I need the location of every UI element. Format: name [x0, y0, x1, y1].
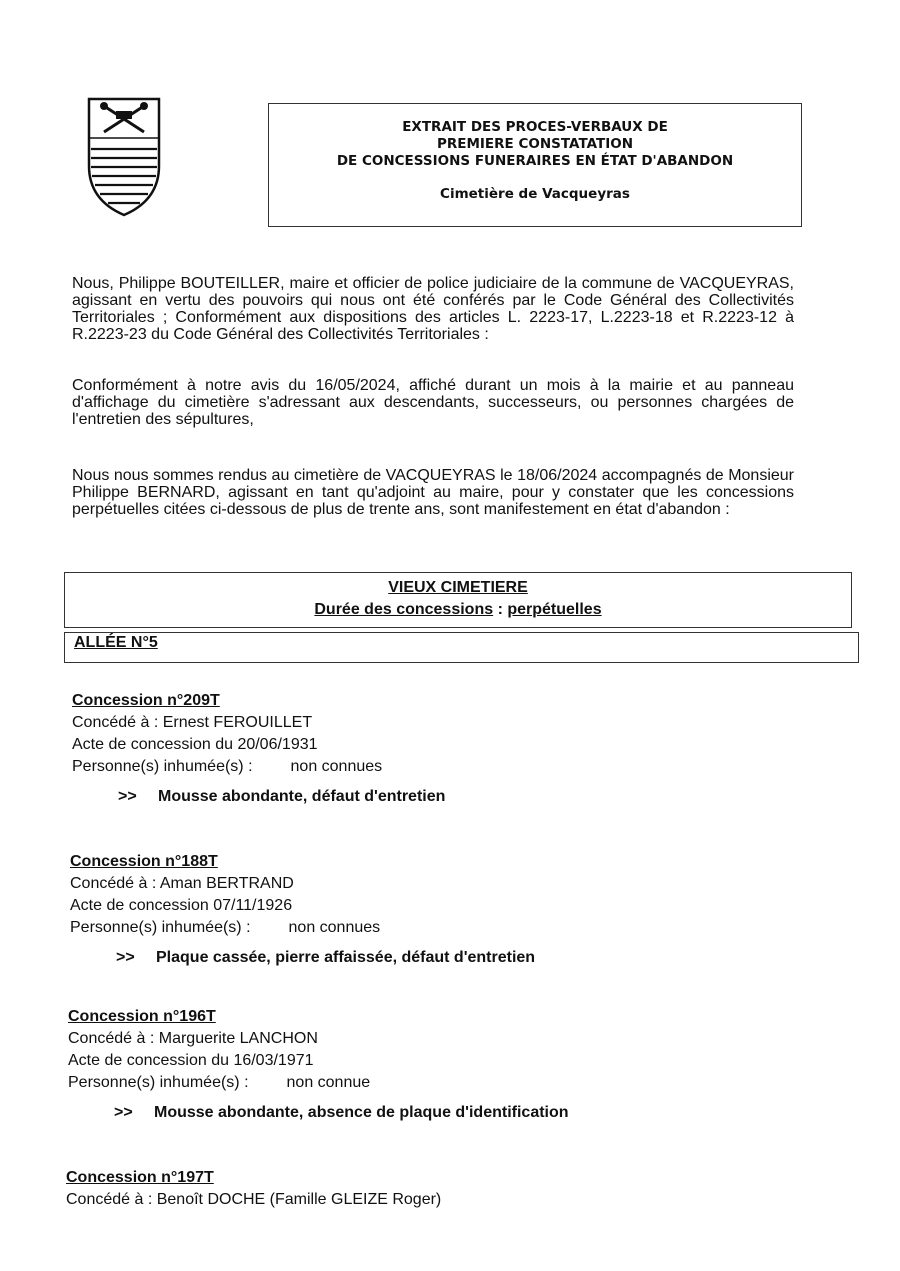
- concession-holder: Benoît DOCHE (Famille GLEIZE Roger): [156, 1191, 442, 1208]
- concession-holder: Marguerite LANCHON: [158, 1030, 318, 1047]
- concession-title: Concession n°209T: [72, 692, 220, 709]
- concession-act: Acte de concession du 20/06/1931: [72, 736, 318, 753]
- concession-act: Acte de concession 07/11/1926: [70, 897, 293, 914]
- concession-title: Concession n°196T: [68, 1008, 216, 1025]
- concession-entry: [68, 1006, 569, 1124]
- coat-of-arms-icon: [86, 96, 162, 218]
- concession-buried-row: [72, 756, 445, 778]
- intro-paragraph-1: Nous, Philippe BOUTEILLER, maire et officier de police judiciaire de la commune de VACQUEYRAS, agissant en vertu des pouvoirs qui nous ont été conférés par le Code Général des Collectivités Territoriales ; Conformément aux dispositions des articles L. 2223-17, L.2223-18 et R.2223-12 à R.2223-23 du Code Général des Collectivités Territoriales :: [72, 275, 794, 343]
- duration-value: perpétuelles: [507, 601, 602, 618]
- concede-label: Concédé à :: [70, 875, 160, 892]
- concession-entry: [66, 1167, 441, 1211]
- section-name: VIEUX CIMETIERE: [388, 579, 528, 596]
- concession-holder: Aman BERTRAND: [159, 875, 294, 892]
- arrow-marker: >>: [118, 788, 137, 805]
- buried-label: Personne(s) inhumée(s) :: [72, 758, 253, 775]
- concession-entry: [70, 851, 535, 969]
- concession-holder-row: [70, 873, 535, 895]
- concession-holder-row: [68, 1028, 569, 1050]
- concession-observation: Mousse abondante, absence de plaque d'identification: [154, 1104, 569, 1121]
- concession-observation: Plaque cassée, pierre affaissée, défaut d'entretien: [156, 949, 536, 966]
- arrow-marker: >>: [116, 949, 135, 966]
- intro-paragraph-3: Nous nous sommes rendus au cimetière de VACQUEYRAS le 18/06/2024 accompagnés de Monsieur Philippe BERNARD, agissant en tant qu'adjoint au maire, pour y constater que les concessions perpétuelles citées ci-dessous de plus de trente ans, sont manifestement en état d'abandon :: [72, 467, 794, 518]
- duration-separator: :: [493, 601, 508, 618]
- title-line-2: PREMIERE CONSTATATION: [436, 136, 634, 152]
- title-line-1: EXTRAIT DES PROCES-VERBAUX DE: [402, 119, 668, 135]
- cemetery-name: Cimetière de Vacqueyras: [440, 186, 630, 202]
- concede-label: Concédé à :: [72, 714, 163, 731]
- intro-paragraph-2: Conformément à notre avis du 16/05/2024, affiché durant un mois à la mairie et au panneau d'affichage du cimetière s'adressant aux descendants, successeurs, ou personnes chargées de l'entretien des sépultures,: [72, 377, 794, 428]
- concession-holder: Ernest FEROUILLET: [162, 714, 313, 731]
- concession-buried: non connues: [290, 758, 383, 775]
- duration-label: Durée des concessions: [314, 601, 494, 618]
- title-line-3: DE CONCESSIONS FUNERAIRES EN ÉTAT D'ABANDON: [336, 153, 734, 169]
- concession-buried-row: [70, 917, 535, 939]
- concession-observation-row: [118, 786, 445, 808]
- concession-act: Acte de concession du 16/03/1971: [68, 1052, 314, 1069]
- concession-buried: non connue: [286, 1074, 371, 1091]
- concede-label: Concédé à :: [68, 1030, 159, 1047]
- buried-label: Personne(s) inhumée(s) :: [70, 919, 251, 936]
- section-duration: [65, 601, 851, 619]
- concession-title: Concession n°188T: [70, 853, 218, 870]
- concession-holder-row: [66, 1189, 441, 1211]
- concession-observation: Mousse abondante, défaut d'entretien: [158, 788, 446, 805]
- section-header-box: [64, 572, 852, 628]
- concession-entry: [72, 690, 445, 808]
- arrow-marker: >>: [114, 1104, 133, 1121]
- allee-header: ALLÉE N°5: [64, 632, 859, 663]
- concession-title: Concession n°197T: [66, 1169, 214, 1186]
- concession-observation-row: [116, 947, 535, 969]
- document-title-box: [268, 103, 802, 227]
- concession-observation-row: [114, 1102, 569, 1124]
- buried-label: Personne(s) inhumée(s) :: [68, 1074, 249, 1091]
- concede-label: Concédé à :: [66, 1191, 157, 1208]
- concession-holder-row: [72, 712, 445, 734]
- concession-buried-row: [68, 1072, 569, 1094]
- concession-buried: non connues: [288, 919, 381, 936]
